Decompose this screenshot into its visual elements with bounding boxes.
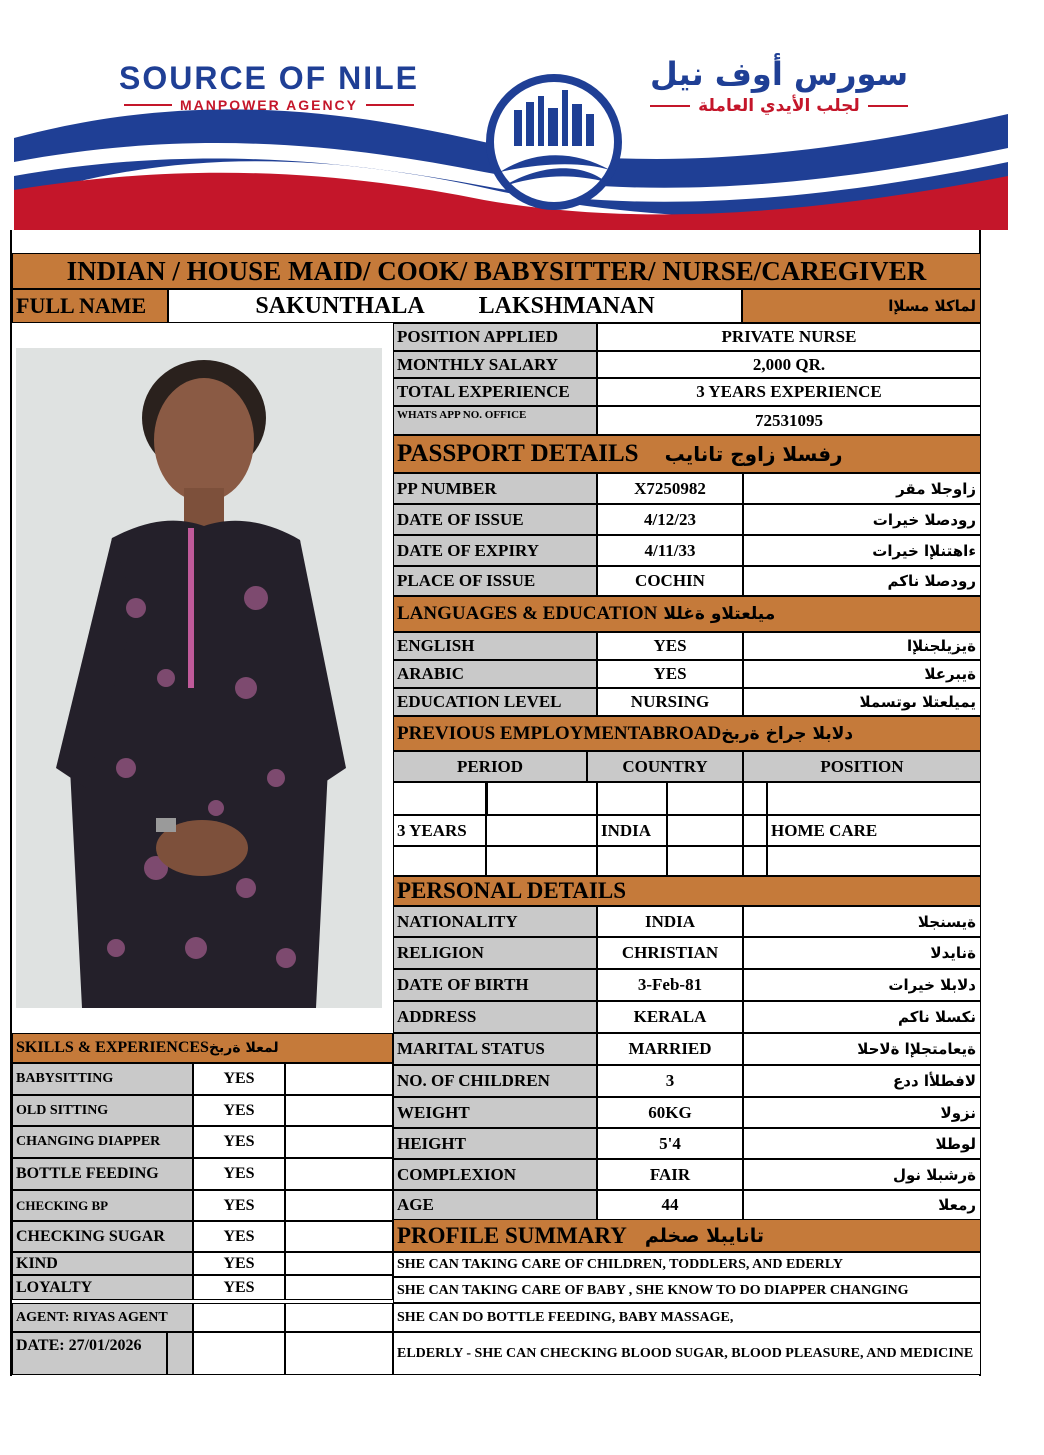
employment-period: 3 YEARS bbox=[393, 815, 486, 846]
agency-tagline-ar bbox=[634, 94, 924, 118]
personal-details-header: PERSONAL DETAILS bbox=[393, 876, 981, 906]
profile-summary-line: SHE CAN TAKING CARE OF CHILDREN, TODDLERS, AND EDERLY bbox=[393, 1252, 981, 1277]
passport-row-label: DATE OF ISSUE bbox=[393, 504, 597, 535]
skill-row-label: KIND bbox=[12, 1252, 193, 1275]
personal-row-label-ar bbox=[743, 1097, 981, 1128]
skill-row-empty-cell bbox=[285, 1190, 393, 1221]
passport-row-value: X7250982 bbox=[597, 473, 743, 504]
agent-name: AGENT: RIYAS AGENT bbox=[12, 1303, 193, 1332]
personal-row-label-ar-text: ةرشبلا نول bbox=[892, 1165, 976, 1184]
personal-row-label-ar bbox=[743, 969, 981, 1001]
passport-header-ar: رفسلا زاوج تانايب bbox=[664, 442, 843, 466]
personal-row-label-ar-text: رمعلا bbox=[938, 1196, 976, 1214]
personal-row-value: 3 bbox=[597, 1065, 743, 1097]
passport-row-label: PLACE OF ISSUE bbox=[393, 566, 597, 596]
employment-header-ar: دلابلا جراخ ةربخ bbox=[721, 723, 854, 744]
passport-row-label-ar bbox=[743, 473, 981, 504]
language-row-value: YES bbox=[597, 632, 743, 660]
personal-row-value: CHRISTIAN bbox=[597, 937, 743, 969]
skill-row-empty-cell bbox=[285, 1126, 393, 1158]
full-name-label-ar-text: لماكلا مسلإا bbox=[888, 297, 976, 315]
language-row-label: ARABIC bbox=[393, 660, 597, 688]
personal-row-label: MARITAL STATUS bbox=[393, 1033, 597, 1065]
personal-row-value: 44 bbox=[597, 1190, 743, 1220]
profile-summary-header-ar: تانايبلا صخلم bbox=[644, 1224, 765, 1247]
personal-row-label-ar bbox=[743, 906, 981, 937]
employment-empty-cell bbox=[743, 782, 767, 815]
profile-summary-line: SHE CAN TAKING CARE OF BABY , SHE KNOW TO DO DIAPPER CHANGING bbox=[393, 1277, 981, 1303]
personal-row-label-ar-text: لوطلا bbox=[935, 1134, 976, 1153]
employment-col-country: COUNTRY bbox=[587, 751, 743, 782]
position-applied-value: PRIVATE NURSE bbox=[597, 323, 981, 351]
skill-row-value: YES bbox=[193, 1158, 285, 1190]
personal-row-value: FAIR bbox=[597, 1159, 743, 1190]
personal-row-label-ar-text: ةيسنجلا bbox=[917, 912, 976, 931]
personal-row-label-ar-text: ةنايدلا bbox=[930, 944, 976, 962]
profile-summary-header bbox=[393, 1219, 981, 1252]
language-row-value: YES bbox=[597, 660, 743, 688]
agent-empty-cell bbox=[285, 1303, 393, 1332]
skill-row-label: OLD SITTING bbox=[12, 1095, 193, 1126]
personal-row-value: KERALA bbox=[597, 1001, 743, 1033]
personal-row-label-ar bbox=[743, 937, 981, 969]
skills-header bbox=[12, 1033, 393, 1063]
passport-row-value: 4/11/33 bbox=[597, 535, 743, 566]
agency-name-ar: سورس أوف نيل bbox=[649, 55, 909, 93]
language-row-label-ar-text: ةيزيلجنلإا bbox=[906, 637, 976, 655]
employment-empty-cell bbox=[743, 815, 767, 846]
document-title: INDIAN / HOUSE MAID/ COOK/ BABYSITTER/ NURSE/CAREGIVER bbox=[12, 253, 981, 289]
skill-row-value: YES bbox=[193, 1221, 285, 1252]
languages-header bbox=[393, 596, 981, 632]
skill-row-label: CHANGING DIAPPER bbox=[12, 1126, 193, 1158]
personal-row-label-ar bbox=[743, 1128, 981, 1159]
passport-row-label: PP NUMBER bbox=[393, 473, 597, 504]
language-row-label-ar bbox=[743, 688, 981, 716]
skill-row-value: YES bbox=[193, 1063, 285, 1095]
skill-row-label: BOTTLE FEEDING bbox=[12, 1158, 193, 1190]
passport-row-label-ar-text: ءاهتنلإا خيرات bbox=[872, 541, 976, 560]
personal-row-label-ar bbox=[743, 1159, 981, 1190]
skill-row-label: BABYSITTING bbox=[12, 1063, 193, 1095]
skill-row-empty-cell bbox=[285, 1275, 393, 1300]
first-name: SAKUNTHALA bbox=[255, 292, 425, 319]
languages-header-ar: ميلعتلاو ةغللا bbox=[663, 604, 776, 624]
personal-row-value: 5'4 bbox=[597, 1128, 743, 1159]
candidate-photo-illustration bbox=[16, 348, 382, 1008]
monthly-salary-label: MONTHLY SALARY bbox=[393, 351, 597, 378]
date-empty-cell bbox=[285, 1332, 393, 1375]
document-date: DATE: 27/01/2026 bbox=[12, 1332, 167, 1375]
language-row-label-ar-text: ةيبرعلا bbox=[924, 665, 976, 683]
employment-col-position: POSITION bbox=[743, 751, 981, 782]
personal-row-label-ar bbox=[743, 1033, 981, 1065]
employment-empty-cell bbox=[486, 782, 597, 815]
profile-summary-line: SHE CAN DO BOTTLE FEEDING, BABY MASSAGE, bbox=[393, 1303, 981, 1332]
passport-row-label: DATE OF EXPIRY bbox=[393, 535, 597, 566]
skill-row-label: CHECKING BP bbox=[12, 1190, 193, 1221]
skill-row-label: LOYALTY bbox=[12, 1275, 193, 1300]
passport-row-label-ar bbox=[743, 535, 981, 566]
personal-row-label-ar bbox=[743, 1001, 981, 1033]
employment-empty-cell bbox=[743, 846, 767, 876]
personal-row-label: AGE bbox=[393, 1190, 597, 1220]
employment-empty-cell bbox=[597, 782, 667, 815]
monthly-salary-value: 2,000 QR. bbox=[597, 351, 981, 378]
skill-row-value: YES bbox=[193, 1190, 285, 1221]
employment-empty-cell bbox=[486, 846, 597, 876]
personal-row-label: ADDRESS bbox=[393, 1001, 597, 1033]
employment-empty-cell bbox=[393, 782, 486, 815]
employment-empty-cell bbox=[393, 846, 486, 876]
skill-row-value: YES bbox=[193, 1095, 285, 1126]
languages-header-en: LANGUAGES & EDUCATION bbox=[397, 603, 658, 624]
employment-empty-cell bbox=[597, 846, 667, 876]
passport-row-label-ar bbox=[743, 566, 981, 596]
employment-position: HOME CARE bbox=[767, 815, 981, 846]
personal-row-label: COMPLEXION bbox=[393, 1159, 597, 1190]
skill-row-value: YES bbox=[193, 1252, 285, 1275]
whatsapp-value: 72531095 bbox=[597, 406, 981, 435]
personal-row-label-ar-text: لافطلأا ددع bbox=[893, 1072, 976, 1090]
employment-empty-cell bbox=[667, 782, 743, 815]
employment-country: INDIA bbox=[597, 815, 667, 846]
passport-row-value: COCHIN bbox=[597, 566, 743, 596]
language-row-label-ar bbox=[743, 660, 981, 688]
skills-header-ar: لمعلا ةربخ bbox=[208, 1040, 279, 1056]
passport-row-label-ar-text: رودصلا خيرات bbox=[872, 510, 976, 529]
language-row-label-ar-text: يميلعتلا ىوتسملا bbox=[859, 693, 976, 711]
position-applied-label: POSITION APPLIED bbox=[393, 323, 597, 351]
language-row-value: NURSING bbox=[597, 688, 743, 716]
profile-summary-line: ELDERLY - SHE CAN CHECKING BLOOD SUGAR, BLOOD PLEASURE, AND MEDICINE bbox=[393, 1332, 981, 1375]
personal-row-value: INDIA bbox=[597, 906, 743, 937]
date-empty-cell bbox=[193, 1332, 285, 1375]
employment-col-period: PERIOD bbox=[393, 751, 587, 782]
skills-header-en: SKILLS & EXPERIENCES bbox=[16, 1039, 209, 1056]
passport-row-value: 4/12/23 bbox=[597, 504, 743, 535]
personal-row-value: MARRIED bbox=[597, 1033, 743, 1065]
personal-row-label: DATE OF BIRTH bbox=[393, 969, 597, 1001]
employment-empty-cell bbox=[667, 815, 743, 846]
personal-row-label-ar-text: دلابلا خيرات bbox=[888, 976, 976, 994]
total-experience-value: 3 YEARS EXPERIENCE bbox=[597, 378, 981, 406]
personal-row-label: HEIGHT bbox=[393, 1128, 597, 1159]
personal-row-label-ar-text: ةيعامتجلإا ةلاحلا bbox=[857, 1040, 976, 1058]
passport-row-label-ar-text: زاوجلا مقر bbox=[896, 479, 976, 498]
profile-summary-header-en: PROFILE SUMMARY bbox=[397, 1222, 627, 1248]
personal-row-value: 3-Feb-81 bbox=[597, 969, 743, 1001]
passport-header-en: PASSPORT DETAILS bbox=[397, 440, 639, 467]
logo-english bbox=[74, 60, 464, 114]
employment-empty-cell bbox=[767, 846, 981, 876]
skill-row-empty-cell bbox=[285, 1221, 393, 1252]
skill-row-empty-cell bbox=[285, 1158, 393, 1190]
last-name: LAKSHMANAN bbox=[478, 292, 655, 319]
personal-row-label-ar bbox=[743, 1190, 981, 1220]
language-row-label: EDUCATION LEVEL bbox=[393, 688, 597, 716]
skill-row-label: CHECKING SUGAR bbox=[12, 1221, 193, 1252]
language-row-label-ar bbox=[743, 632, 981, 660]
personal-row-value: 60KG bbox=[597, 1097, 743, 1128]
employment-empty-cell bbox=[667, 846, 743, 876]
whatsapp-label: WHATS APP NO. OFFICE bbox=[393, 406, 597, 435]
total-experience-label: TOTAL EXPERIENCE bbox=[393, 378, 597, 406]
logo-arabic bbox=[634, 54, 924, 118]
skill-row-empty-cell bbox=[285, 1063, 393, 1095]
agency-tagline-ar-text: لجلب الأيدي العاملة bbox=[698, 96, 860, 116]
skill-row-value: YES bbox=[193, 1275, 285, 1300]
skill-row-empty-cell bbox=[285, 1252, 393, 1275]
personal-row-label: WEIGHT bbox=[393, 1097, 597, 1128]
language-row-label: ENGLISH bbox=[393, 632, 597, 660]
full-name-value bbox=[168, 289, 742, 323]
agency-banner bbox=[14, 50, 1008, 230]
agency-tagline-en bbox=[74, 96, 464, 114]
full-name-label-ar bbox=[742, 289, 981, 323]
personal-row-label: NO. OF CHILDREN bbox=[393, 1065, 597, 1097]
personal-row-label-ar-text: نزولا bbox=[940, 1103, 976, 1122]
personal-row-label: NATIONALITY bbox=[393, 906, 597, 937]
employment-empty-cell bbox=[486, 815, 597, 846]
date-empty-cell bbox=[167, 1332, 193, 1375]
personal-row-label-ar-text: نكسلا ناكم bbox=[898, 1008, 976, 1026]
employment-header bbox=[393, 716, 981, 751]
personal-row-label-ar bbox=[743, 1065, 981, 1097]
full-name-label: FULL NAME bbox=[12, 289, 168, 323]
passport-header bbox=[393, 435, 981, 473]
agency-tagline-en-text: MANPOWER AGENCY bbox=[179, 97, 359, 113]
agency-name-en: SOURCE OF NILE bbox=[118, 60, 419, 96]
personal-row-label: RELIGION bbox=[393, 937, 597, 969]
skill-row-empty-cell bbox=[285, 1095, 393, 1126]
passport-row-label-ar bbox=[743, 504, 981, 535]
employment-empty-cell bbox=[767, 782, 981, 815]
passport-row-label-ar-text: رودصلا ناكم bbox=[887, 572, 976, 590]
agent-empty-cell bbox=[193, 1303, 285, 1332]
skill-row-value: YES bbox=[193, 1126, 285, 1158]
candidate-photo bbox=[16, 348, 382, 1008]
employment-header-en: PREVIOUS EMPLOYMENTABROAD bbox=[397, 722, 722, 744]
